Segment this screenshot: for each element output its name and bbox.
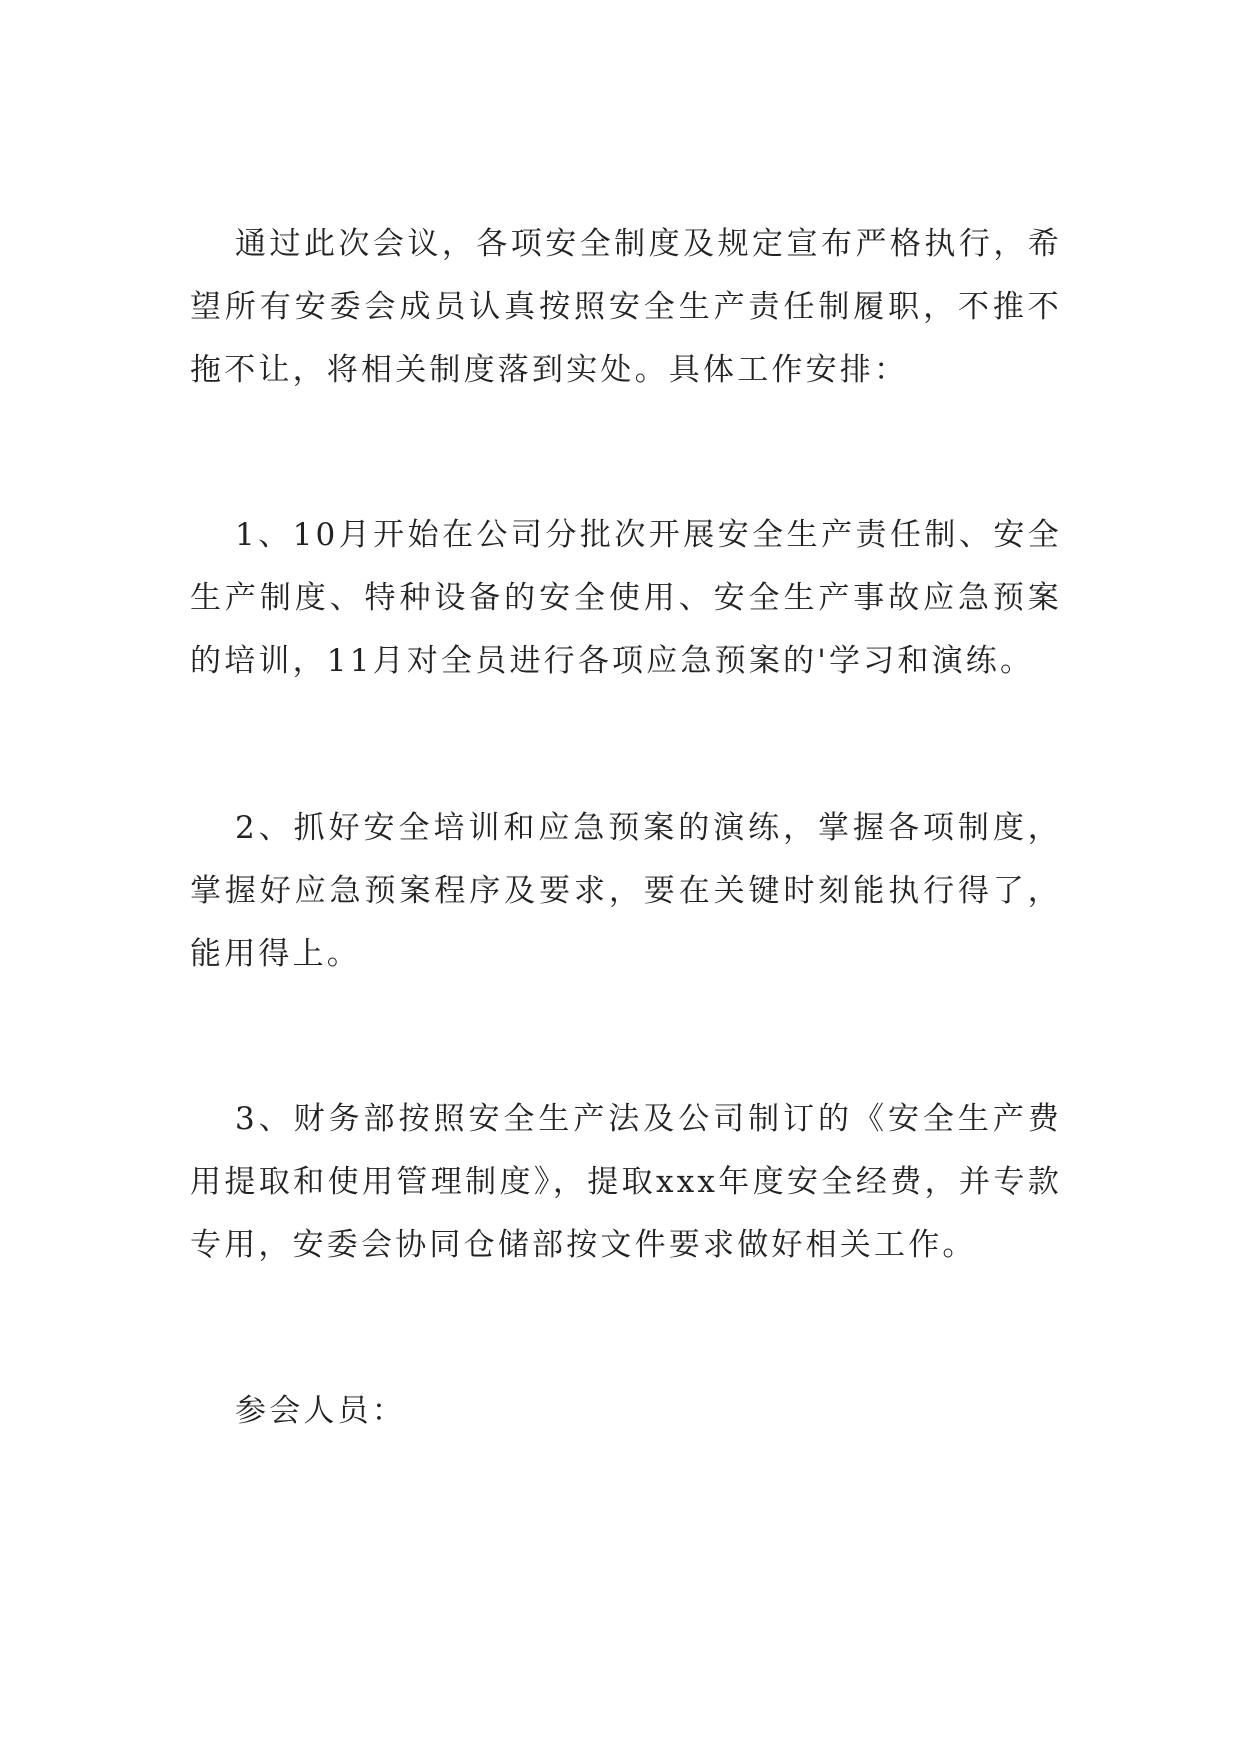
paragraph-item-2-drills: 2、抓好安全培训和应急预案的演练，掌握各项制度，掌握好应急预案程序及要求，要在关键时刻能执行得了，能用得上。 (190, 810, 1062, 972)
paragraph-item-3-finance: 3、财务部按照安全生产法及公司制订的《安全生产费用提取和使用管理制度》，提取xxx年度安全经费，并专款专用，安委会协同仓储部按文件要求做好相关工作。 (190, 1101, 1062, 1263)
paragraph-attendees-label: 参会人员： (235, 1393, 406, 1429)
paragraph-item-1-training: 1、10月开始在公司分批次开展安全生产责任制、安全生产制度、特种设备的安全使用、安全生产事故应急预案的培训，11月对全员进行各项应急预案的'学习和演练。 (190, 517, 1062, 679)
paragraph-meeting-summary: 通过此次会议，各项安全制度及规定宣布严格执行，希望所有安委会成员认真按照安全生产责任制履职，不推不拖不让，将相关制度落到实处。具体工作安排： (190, 226, 1062, 388)
